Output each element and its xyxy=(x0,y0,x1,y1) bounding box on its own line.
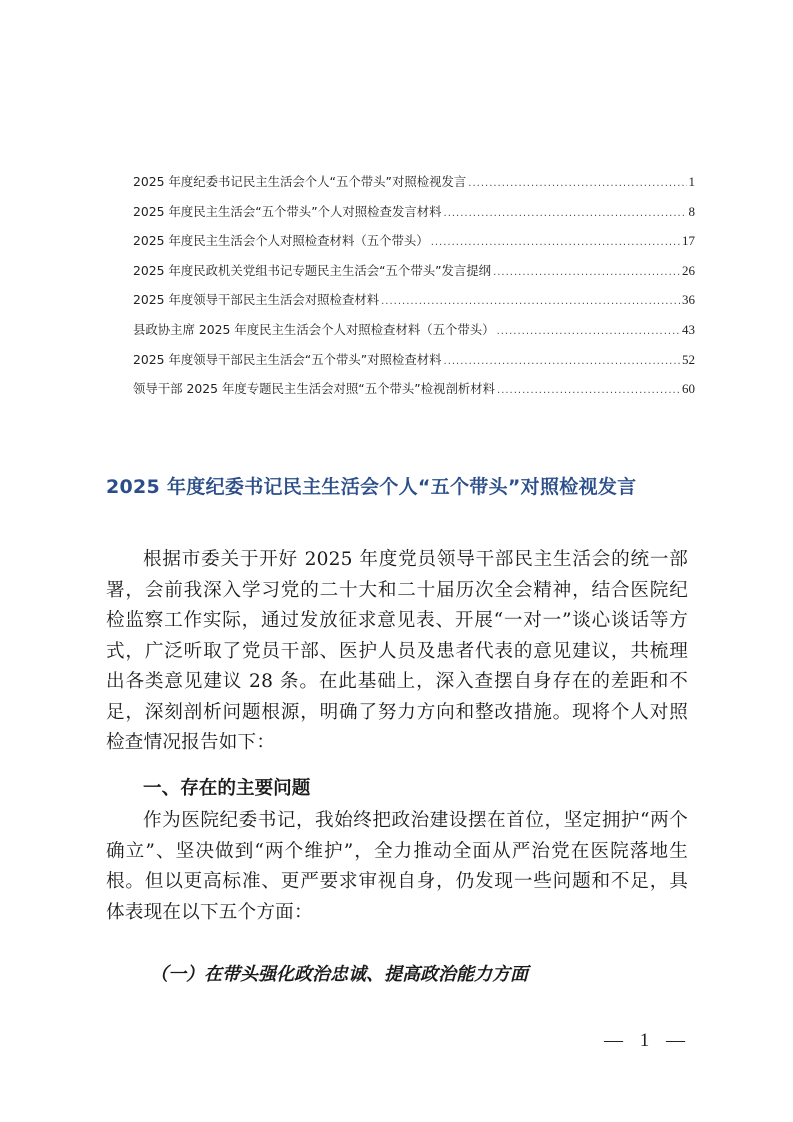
toc-entry-page: 8 xyxy=(688,203,695,219)
toc-entry-title: 2025 年度领导干部民主生活会对照检查材料 xyxy=(133,292,380,308)
section-paragraph: 作为医院纪委书记，我始终把政治建设摆在首位，坚定拥护“两个确立”、坚决做到“两个维护”，全力推动全面从严治党在医院落地生根。但以更高标准、更严要求审视自身，仍发现一些问题和不足，具体表现在以下五个方面： xyxy=(106,810,688,923)
toc-entry-page: 43 xyxy=(682,321,695,337)
toc-leader-dots xyxy=(497,326,680,337)
toc-entry-page: 26 xyxy=(682,262,695,278)
document-title: 2025 年度纪委书记民主生活会个人“五个带头”对照检视发言 xyxy=(106,476,637,498)
toc-leader-dots xyxy=(493,267,680,278)
toc-entry-title: 2025 年度民主生活会个人对照检查材料（五个带头） xyxy=(133,233,429,249)
toc-entry-page: 36 xyxy=(682,292,695,308)
subsection-heading: （一）在带头强化政治忠诚、提高政治能力方面 xyxy=(150,964,528,985)
toc-entry[interactable] xyxy=(133,290,695,320)
toc-leader-dots xyxy=(497,385,680,396)
toc-entry[interactable] xyxy=(133,172,695,202)
toc-leader-dots xyxy=(444,356,680,367)
toc-entry[interactable] xyxy=(133,231,695,261)
toc-leader-dots xyxy=(381,296,680,307)
toc-leader-dots xyxy=(468,178,686,189)
toc-entry-page: 60 xyxy=(682,381,695,397)
toc-entry[interactable] xyxy=(133,261,695,291)
page-number: — 1 — xyxy=(604,1030,691,1051)
table-of-contents xyxy=(133,172,695,409)
toc-entry-title: 2025 年度领导干部民主生活会“五个带头”对照检查材料 xyxy=(133,351,442,367)
toc-leader-dots xyxy=(431,237,680,248)
section-heading: 一、存在的主要问题 xyxy=(143,778,311,799)
toc-entry[interactable] xyxy=(133,320,695,350)
toc-entry-title: 2025 年度民主生活会“五个带头”个人对照检查发言材料 xyxy=(133,203,442,219)
toc-entry-title: 2025 年度纪委书记民主生活会个人“五个带头”对照检视发言 xyxy=(133,174,467,189)
toc-leader-dots xyxy=(444,208,687,219)
toc-entry-page: 52 xyxy=(682,351,695,367)
toc-entry[interactable] xyxy=(133,379,695,409)
toc-entry-title: 2025 年度民政机关党组书记专题民主生活会“五个带头”发言提纲 xyxy=(133,262,492,278)
toc-entry[interactable] xyxy=(133,350,695,380)
toc-entry-title: 领导干部 2025 年度专题民主生活会对照“五个带头”检视剖析材料 xyxy=(133,381,496,397)
toc-entry-title: 县政协主席 2025 年度民主生活会个人对照检查材料（五个带头） xyxy=(133,321,495,337)
toc-entry[interactable] xyxy=(133,202,695,232)
toc-entry-page: 17 xyxy=(682,233,695,249)
intro-paragraph: 根据市委关于开好 2025 年度党员领导干部民主生活会的统一部署，会前我深入学习党的二十大和二十届历次全会精神，结合医院纪检监察工作实际，通过发放征求意见表、开展“一对一”谈心谈话等方式，广泛听取了党员干部、医护人员及患者代表的意见建议，共梳理出各类意见建议 28 条。在此基础上，深入查摆自身存在的差距和不足，深刻剖析问题根源，明确了努力方向和整改措施。现将个人对照检查情况报告如下： xyxy=(106,549,688,753)
toc-entry-page: 1 xyxy=(688,174,695,189)
